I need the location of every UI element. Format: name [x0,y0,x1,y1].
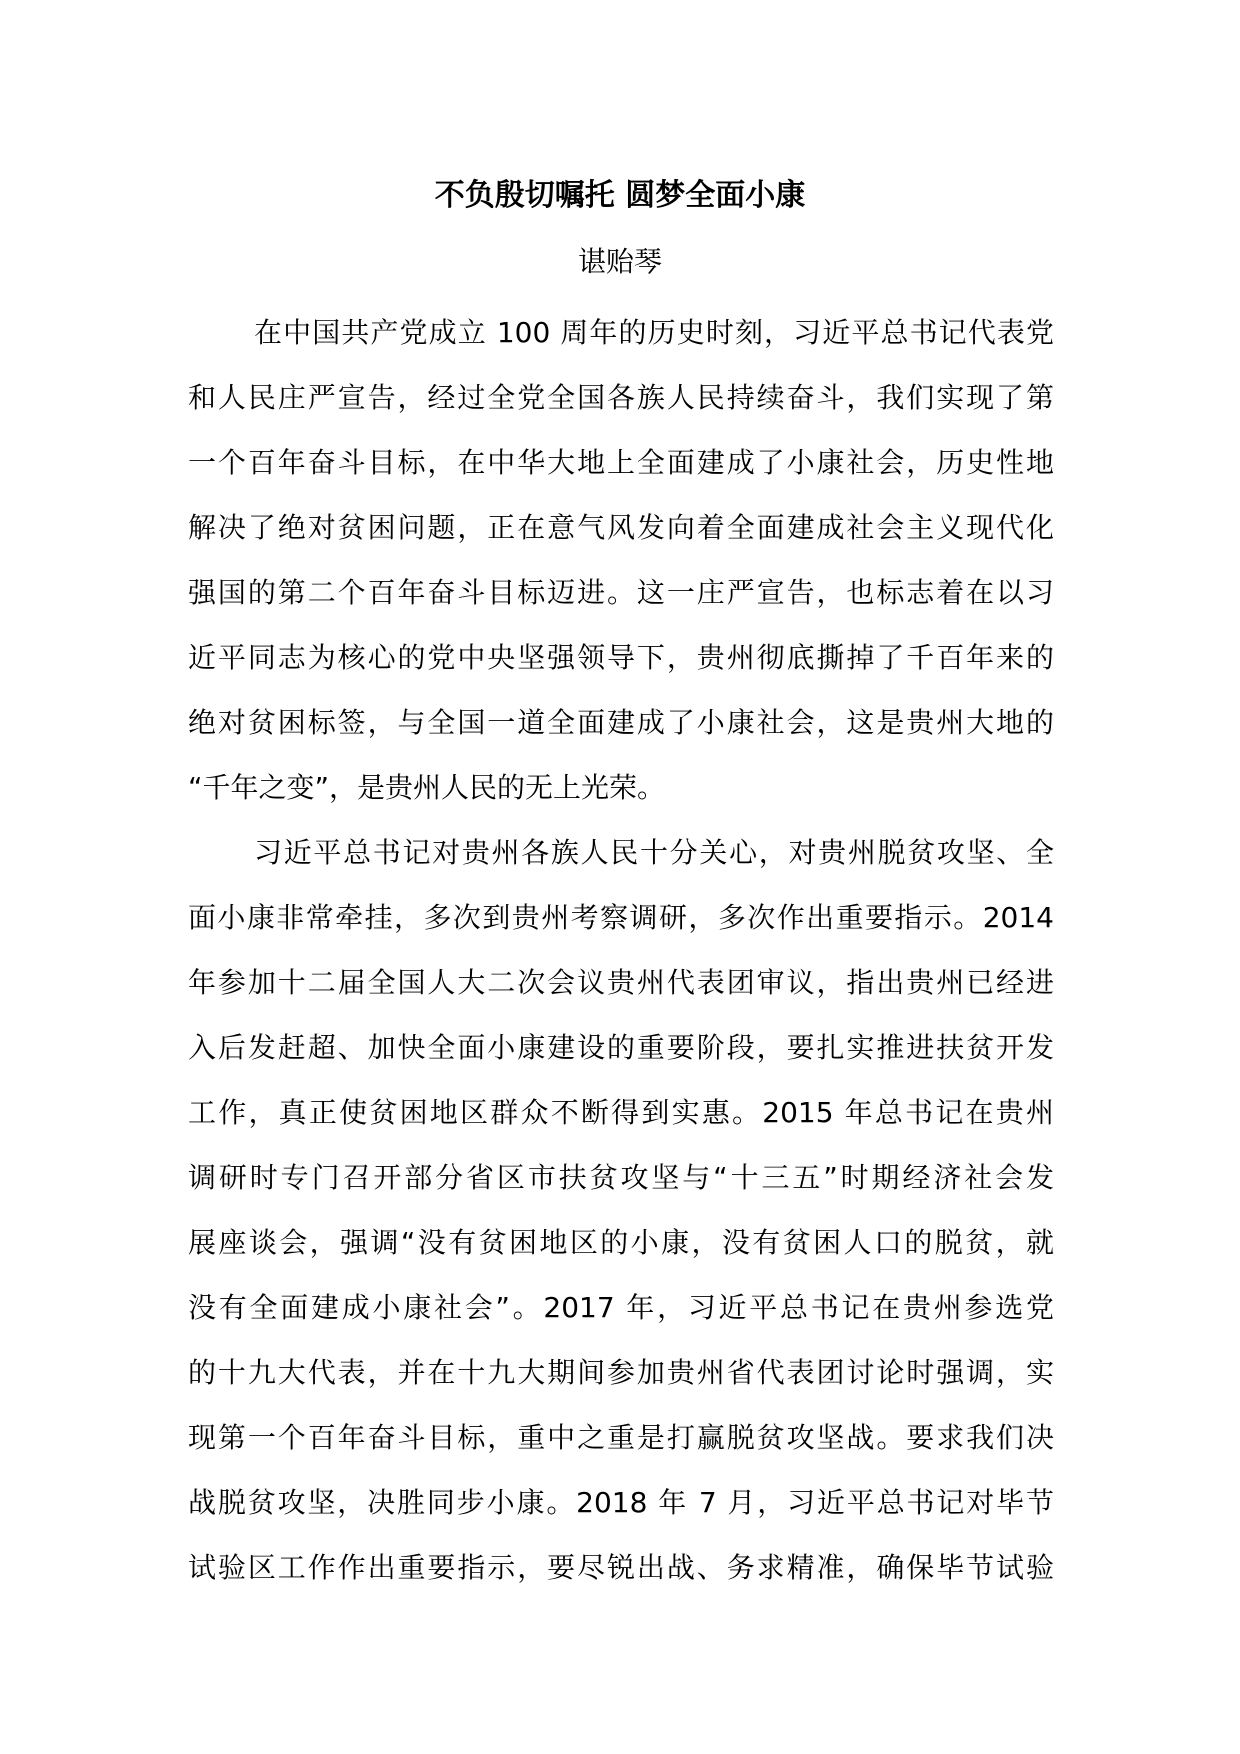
paragraph-2-line-4: 入后发赶超、加快全面小康建设的重要阶段，要扎实推进扶贫开发 [188,1031,1054,1064]
paragraph-2-line-12: 试验区工作作出重要指示，要尽锐出战、务求精准，确保毕节试验 [188,1551,1054,1584]
paragraph-2-line-1: 习近平总书记对贵州各族人民十分关心，对贵州脱贫攻坚、全 [254,836,1054,869]
paragraph-1-line-1: 在中国共产党成立 100 周年的历史时刻，习近平总书记代表党 [254,316,1054,349]
paragraph-2-line-2: 面小康非常牵挂，多次到贵州考察调研，多次作出重要指示。2014 [188,901,1054,934]
paragraph-1-line-5: 强国的第二个百年奋斗目标迈进。这一庄严宣告，也标志着在以习 [188,576,1054,609]
paragraph-1-line-4: 解决了绝对贫困问题，正在意气风发向着全面建成社会主义现代化 [188,511,1054,544]
paragraph-2-line-9: 的十九大代表，并在十九大期间参加贵州省代表团讨论时强调，实 [188,1356,1054,1389]
paragraph-1-line-3: 一个百年奋斗目标，在中华大地上全面建成了小康社会，历史性地 [188,446,1054,479]
paragraph-1-line-2: 和人民庄严宣告，经过全党全国各族人民持续奋斗，我们实现了第 [188,381,1054,414]
document-body [188,300,1054,1600]
paragraph-2-line-7: 展座谈会，强调“没有贫困地区的小康，没有贫困人口的脱贫，就 [188,1226,1054,1259]
paragraph-2-line-5: 工作，真正使贫困地区群众不断得到实惠。2015 年总书记在贵州 [188,1096,1054,1129]
document-title: 不负殷切嘱托 圆梦全面小康 [434,178,806,213]
paragraph-1-line-6: 近平同志为核心的党中央坚强领导下，贵州彻底撕掉了千百年来的 [188,641,1054,674]
paragraph-1-line-7: 绝对贫困标签，与全国一道全面建成了小康社会，这是贵州大地的 [188,706,1054,739]
paragraph-2-line-6: 调研时专门召开部分省区市扶贫攻坚与“十三五”时期经济社会发 [188,1161,1054,1194]
document-author: 谌贻琴 [577,245,662,278]
paragraph-2-line-3: 年参加十二届全国人大二次会议贵州代表团审议，指出贵州已经进 [188,966,1054,999]
paragraph-1-line-8: “千年之变”，是贵州人民的无上光荣。 [188,771,666,804]
paragraph-2-line-8: 没有全面建成小康社会”。2017 年，习近平总书记在贵州参选党 [188,1291,1054,1324]
paragraph-2-line-10: 现第一个百年奋斗目标，重中之重是打赢脱贫攻坚战。要求我们决 [188,1421,1054,1454]
paragraph-2-line-11: 战脱贫攻坚，决胜同步小康。2018 年 7 月，习近平总书记对毕节 [188,1486,1054,1519]
